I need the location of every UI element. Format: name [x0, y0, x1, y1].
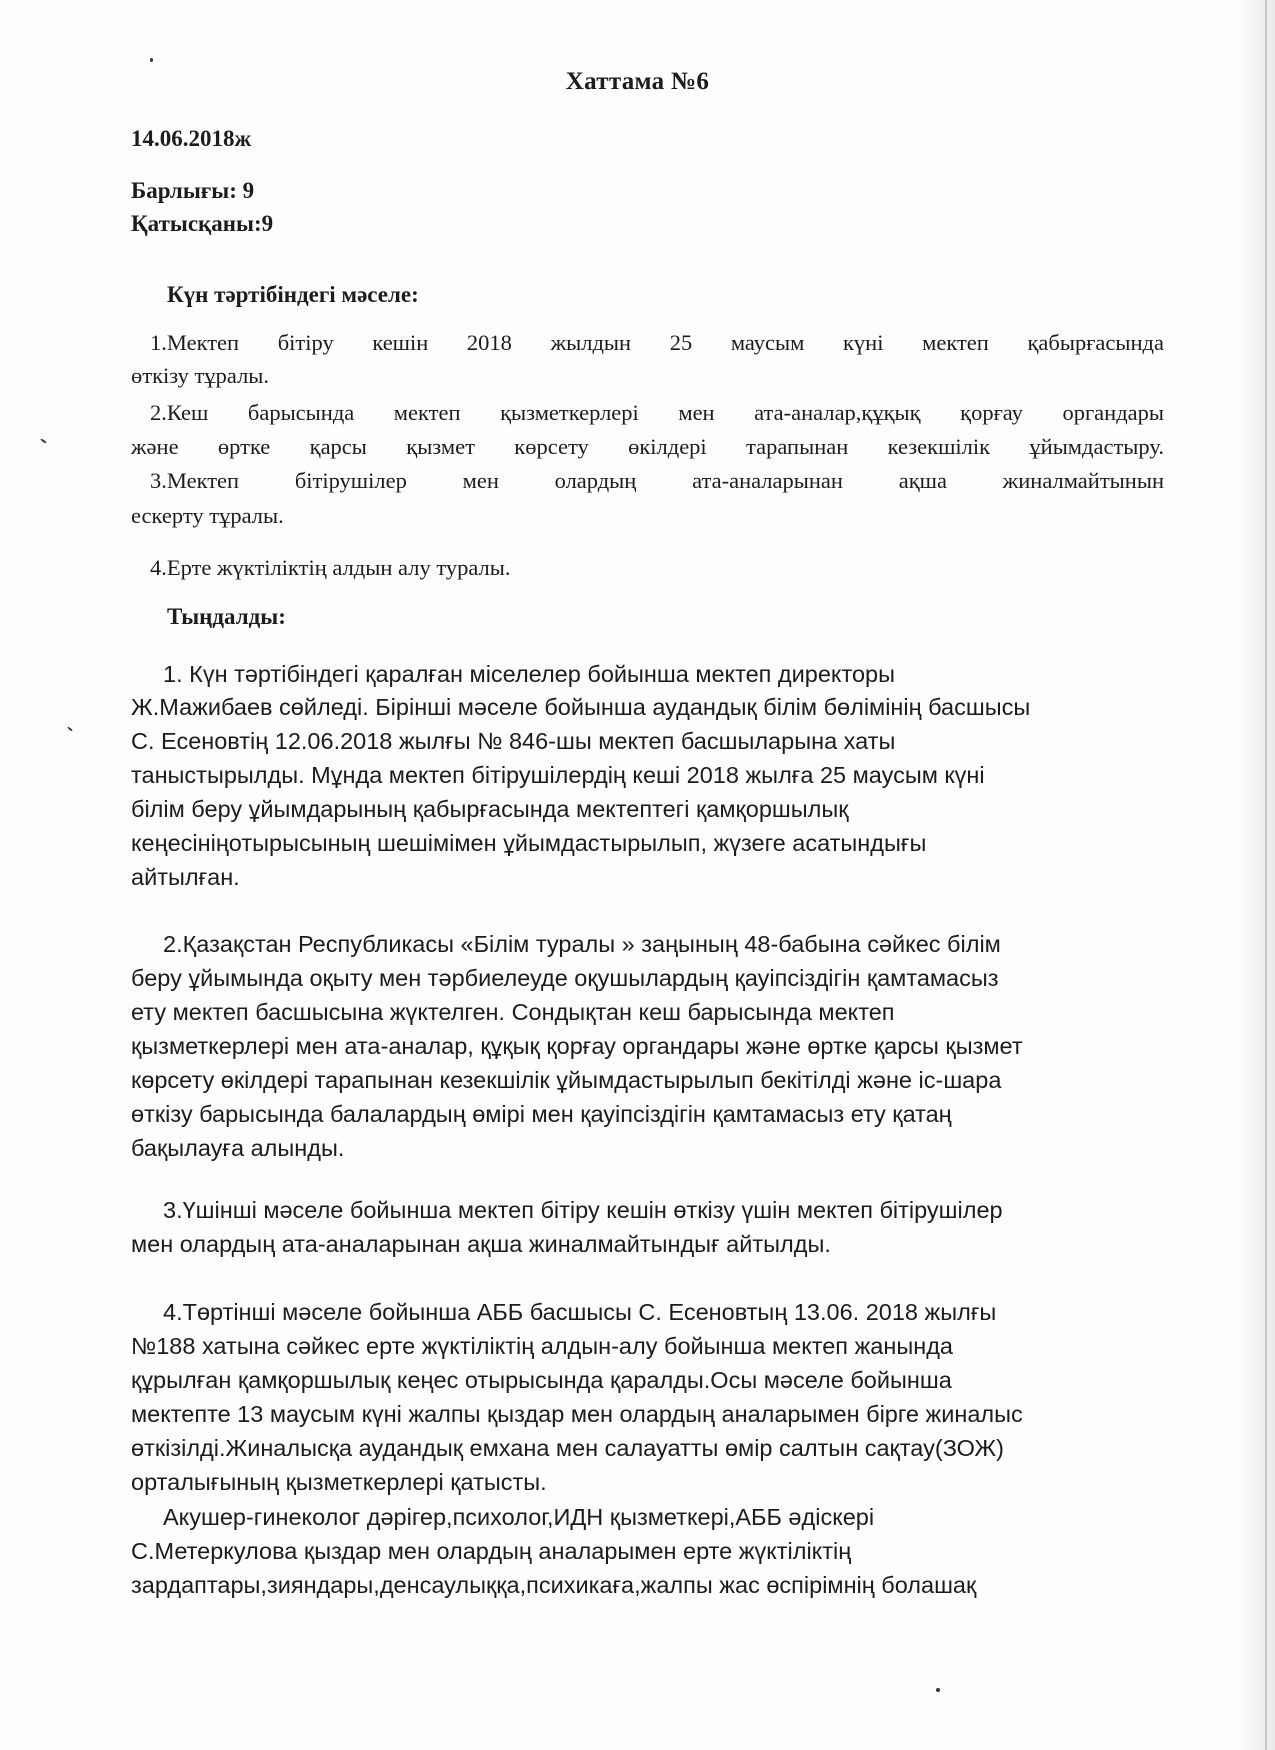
total-count: Барлығы: 9	[131, 178, 255, 203]
agenda-item-3: 3.Мектеп бітірушілер мен олардың ата-аналарынан ақша жиналмайтынын	[150, 468, 1164, 493]
heard-line: өткізілді.Жиналысқа аудандық емхана мен салауатты өмір салтын сақтау(ЗОЖ)	[131, 1435, 1004, 1461]
agenda-item-4: 4.Ерте жүктіліктің алдын алу туралы.	[150, 555, 511, 580]
heard-line: таныстырылды. Мұнда мектеп бітірушілердің кеші 2018 жылға 25 маусым күні	[131, 762, 985, 788]
heard-line: 4.Төртінші мәселе бойынша АББ басшысы С. Есеновтың 13.06. 2018 жылғы	[163, 1299, 997, 1325]
heard-line: кеңесініңотырысының шешімімен ұйымдастырылып, жүзеге асатындығы	[131, 830, 927, 856]
heard-line: беру ұйымында оқыту мен тәрбиелеуде оқушылардың қауіпсіздігін қамтамасыз	[131, 965, 999, 991]
heard-line: зардаптары,зияндары,денсаулыққа,психикаға,жалпы жас өспірімнің болашақ	[131, 1572, 977, 1598]
agenda-item-1	[150, 330, 1164, 356]
present-count: Қатысқаны:9	[131, 211, 274, 236]
heard-line: С. Есеновтің 12.06.2018 жылғы № 846-шы мектеп басшыларына хаты	[131, 728, 896, 754]
heard-line: қызметкерлері мен ата-аналар, құқық қорғау органдары және өртке қарсы қызмет	[131, 1033, 1023, 1059]
document-date: 14.06.2018ж	[131, 126, 252, 151]
heard-line: мен олардың ата-аналарынан ақша жиналмайтындығ айтылды.	[131, 1231, 831, 1257]
agenda-item-2: 2.Кеш барысында мектеп қызметкерлері мен ата-аналар,құқық қорғау органдары	[150, 400, 1164, 425]
agenda-heading: Күн тәртібіндегі мәселе:	[167, 282, 419, 307]
heard-line: өткізу барысында балалардың өмірі мен қауіпсіздігін қамтамасыз ету қатаң	[131, 1101, 952, 1127]
scan-speck	[40, 438, 47, 444]
heard-line: С.Метеркулова қыздар мен олардың аналарымен ерте жүктіліктің	[131, 1538, 852, 1564]
agenda-line: және өртке қарсы қызмет көрсету өкілдері тарапынан кезекшілік ұйымдастыру.	[131, 434, 1164, 459]
document-title: Хаттама №6	[565, 68, 710, 95]
scan-speck	[67, 726, 73, 731]
heard-line: 3.Үшінші мәселе бойынша мектеп бітіру кешін өткізу үшін мектеп бітірушілер	[163, 1197, 1003, 1223]
heard-line: орталығының қызметкерлері қатысты.	[131, 1469, 547, 1495]
heard-line: құрылған қамқоршылық кеңес отырысында қаралды.Осы мәселе бойынша	[131, 1367, 952, 1393]
heard-line: мектепте 13 маусым күні жалпы қыздар мен олардың аналарымен бірге жиналыс	[131, 1401, 1023, 1427]
heard-line: ету мектеп басшысына жүктелген. Сондықтан кеш барысында мектеп	[131, 999, 895, 1025]
heard-line: №188 хатына сәйкес ерте жүктіліктің алдын-алу бойынша мектеп жанында	[131, 1333, 953, 1359]
heard-heading: Тыңдалды:	[167, 604, 286, 629]
heard-line: айтылған.	[131, 864, 240, 890]
heard-line: білім беру ұйымдарының қабырғасында мектептегі қамқоршылық	[131, 796, 849, 822]
heard-line: 1. Күн тәртібіндегі қаралған міселелер бойынша мектеп директоры	[163, 661, 895, 687]
heard-line: 2.Қазақстан Республикасы «Білім туралы » заңының 48-бабына сәйкес білім	[163, 931, 1001, 957]
agenda-line: ескерту тұралы.	[131, 503, 284, 528]
heard-line: Акушер-гинеколог дәрігер,психолог,ИДН қызметкері,АББ әдіскері	[163, 1504, 875, 1530]
heard-line: көрсету өкілдері тарапынан кезекшілік ұйымдастырылып бекітілді және іс-шара	[131, 1067, 1002, 1093]
agenda-line: 1.Мектеп бітіру кешін 2018 жылдын 25 маусым күні мектеп қабырғасында	[150, 330, 1164, 355]
scan-speck	[936, 1688, 940, 1692]
scan-speck	[150, 58, 153, 62]
heard-line: бақылауға алынды.	[131, 1135, 345, 1161]
page-edge-shadow	[1235, 0, 1275, 1750]
agenda-line: өткізу тұралы.	[131, 363, 270, 388]
page-edge-line	[1265, 0, 1267, 1750]
heard-line: Ж.Мажибаев сөйледі. Бірінші мәселе бойынша аудандық білім бөлімінің басшысы	[131, 694, 1031, 720]
